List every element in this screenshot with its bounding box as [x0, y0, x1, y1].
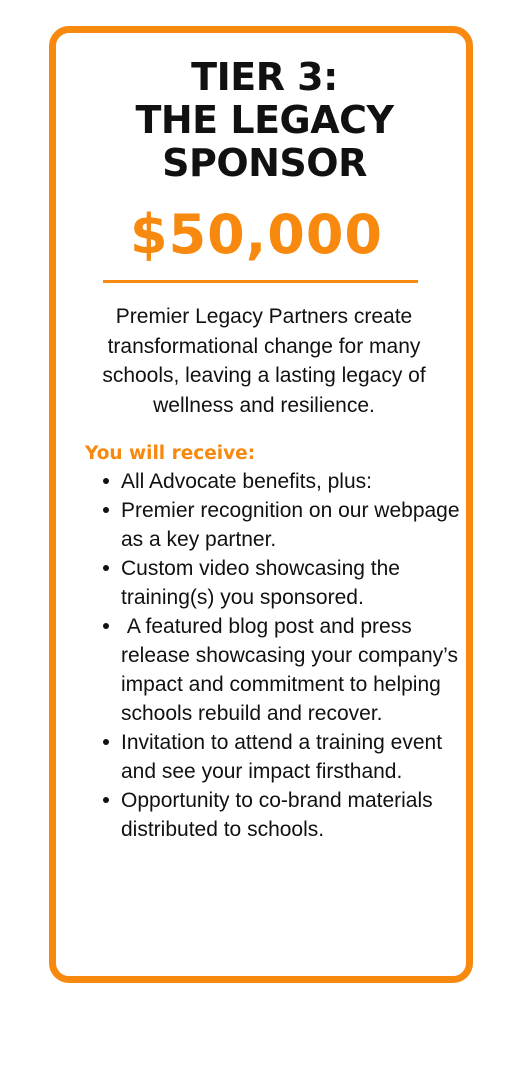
divider	[103, 280, 418, 283]
benefit-text: Custom video showcasing the training(s) you sponsored.	[121, 557, 400, 609]
tier-description: Premier Legacy Partners create transformational change for many schools, leaving a lasting legacy of wellness and resilience.	[102, 305, 426, 417]
benefit-text: Invitation to attend a training event and see your impact firsthand.	[121, 731, 443, 783]
benefit-item	[100, 612, 464, 728]
benefit-text: Opportunity to co-brand materials distributed to schools.	[121, 789, 433, 841]
bullet-icon	[103, 565, 109, 571]
benefit-text: A featured blog post and press release showcasing your company’s impact and commitment to helping schools rebuild and recover.	[121, 615, 464, 725]
bullet-icon	[103, 739, 109, 745]
benefits-list	[100, 467, 464, 844]
benefit-item	[100, 467, 460, 496]
tier-title-line-2: THE LEGACY	[135, 98, 394, 142]
tier-title-line-1: TIER 3:	[191, 55, 338, 99]
bullet-icon	[103, 507, 109, 513]
bullet-icon	[103, 797, 109, 803]
benefit-item	[100, 554, 460, 612]
tier-price: $50,000	[130, 203, 383, 266]
bullet-icon	[103, 623, 109, 629]
bullet-icon	[103, 478, 109, 484]
benefit-item	[100, 496, 460, 554]
tier-title	[0, 56, 529, 185]
benefit-text: Premier recognition on our webpage as a key partner.	[121, 499, 460, 551]
benefit-item	[100, 728, 460, 786]
benefit-item	[100, 786, 460, 844]
tier-title-line-3: SPONSOR	[162, 141, 367, 185]
receive-heading: You will receive:	[85, 443, 256, 464]
benefit-text: All Advocate benefits, plus:	[121, 470, 372, 493]
